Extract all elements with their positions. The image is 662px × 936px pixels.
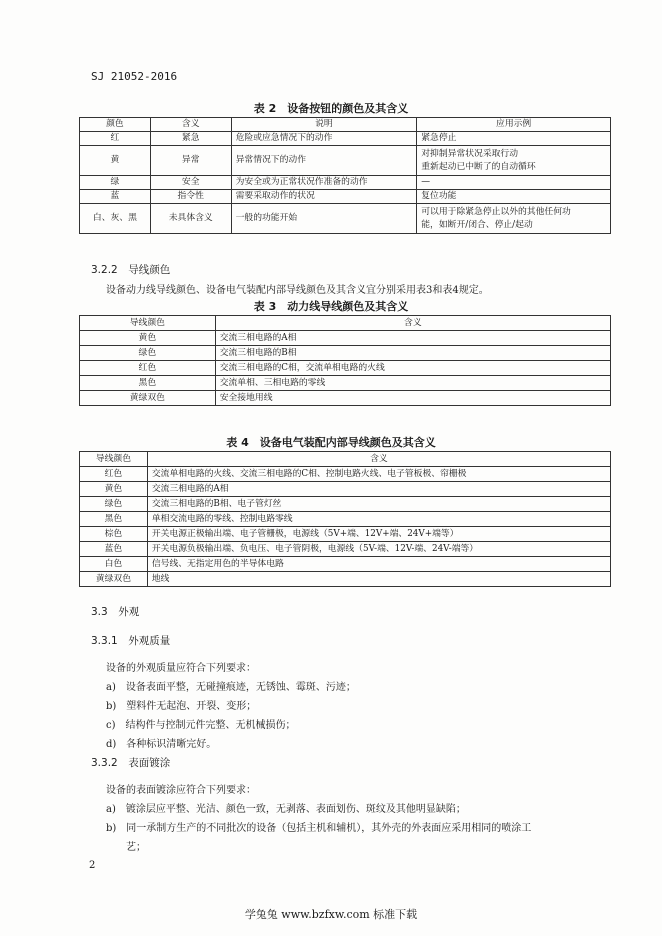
table4-cell: 交流单相电路的火线、交流三相电路的C相、控制电路火线、电子管板极、帘栅极 <box>147 467 610 482</box>
table2-cell: 蓝 <box>80 190 151 204</box>
table3-cell: 交流三相电路的A相 <box>215 331 610 346</box>
table2-header-color: 颜色 <box>80 118 151 132</box>
table4-cell: 开关电源负极输出端、负电压、电子管阴极，电源线（5V-端、12V-端、24V-端等） <box>147 542 610 557</box>
table3-cell: 绿色 <box>80 346 216 361</box>
section-3-2-2-para: 设备动力线导线颜色、设备电气装配内部导线颜色及其含义宜分别采用表3和表4规定。 <box>106 285 489 296</box>
list-item: b) 同一承制方生产的不同批次的设备（包括主机和辅机），其外壳的外表面应采用相同的喷涂工 <box>106 823 532 834</box>
table2-header-meaning: 含义 <box>150 118 231 132</box>
table2-cell: 白、灰、黑 <box>80 204 151 234</box>
table2-cell: 复位功能 <box>417 190 611 204</box>
list-item: a) 镀涂层应平整、光洁、颜色一致，无剥落、表面划伤、斑纹及其他明显缺陷； <box>106 804 466 815</box>
table3-header-meaning: 含义 <box>215 316 610 331</box>
table4-cell: 红色 <box>80 467 148 482</box>
table2-cell: — <box>417 176 611 190</box>
table2-cell: 紧急 <box>150 132 231 146</box>
list-item: 艺； <box>106 842 146 853</box>
table2-cell: 为安全或为正常状况作准备的动作 <box>231 176 417 190</box>
table4-cell: 黑色 <box>80 512 148 527</box>
table2-caption: 表 2 设备按钮的颜色及其含义 <box>253 102 409 115</box>
footer-watermark: 学兔兔 www.bzfxw.com 标准下载 <box>244 908 418 921</box>
section-3-3-1-intro: 设备的外观质量应符合下列要求： <box>106 663 256 674</box>
list-item: d) 各种标识清晰完好。 <box>106 739 217 750</box>
page-number: 2 <box>89 860 96 871</box>
table3-header-color: 导线颜色 <box>80 316 216 331</box>
table2-header-example: 应用示例 <box>417 118 611 132</box>
table2-cell <box>417 146 611 176</box>
example-line: 对抑制异常状况采取行动 <box>421 148 519 159</box>
table4-cell: 黄色 <box>80 482 148 497</box>
table4-cell: 开关电源正极输出端、电子管栅极，电源线（5V+端、12V+端、24V+端等） <box>147 527 610 542</box>
section-3-3-2-title: 3.3.2 表面镀涂 <box>91 757 171 769</box>
table4-cell: 地线 <box>147 572 610 587</box>
document-code: SJ 21052-2016 <box>91 70 178 83</box>
table2-cell: 异常 <box>150 146 231 176</box>
table2-cell: 异常情况下的动作 <box>231 146 417 176</box>
table2-cell: 未具体含义 <box>150 204 231 234</box>
section-3-3-title: 3.3 外观 <box>91 606 140 618</box>
table2-cell: 一般的功能开始 <box>231 204 417 234</box>
table2-cell: 安全 <box>150 176 231 190</box>
table4-cell: 信号线、无指定用色的半导体电路 <box>147 557 610 572</box>
table3-cell: 安全接地用线 <box>215 391 610 406</box>
table4-cell: 交流三相电路的B相、电子管灯丝 <box>147 497 610 512</box>
table4-cell: 白色 <box>80 557 148 572</box>
section-3-3-1-title: 3.3.1 外观质量 <box>91 635 171 647</box>
table4-cell: 蓝色 <box>80 542 148 557</box>
table4-header-color: 导线颜色 <box>80 452 148 467</box>
table3 <box>79 315 611 406</box>
list-item: b) 塑料件无起泡、开裂、变形； <box>106 701 257 712</box>
example-line: 能，如断开/闭合、停止/起动 <box>421 219 533 230</box>
table2-cell <box>417 204 611 234</box>
table4 <box>79 451 611 587</box>
table4-cell: 绿色 <box>80 497 148 512</box>
table2-cell: 绿 <box>80 176 151 190</box>
table2-cell: 危险或应急情况下的动作 <box>231 132 417 146</box>
section-3-3-2-intro: 设备的表面镀涂应符合下列要求： <box>106 785 256 796</box>
table3-cell: 交流三相电路的C相，交流单相电路的火线 <box>215 361 610 376</box>
table2-cell: 紧急停止 <box>417 132 611 146</box>
table2-cell: 指令性 <box>150 190 231 204</box>
table4-header-meaning: 含义 <box>147 452 610 467</box>
table3-caption: 表 3 动力线导线颜色及其含义 <box>253 300 409 313</box>
table4-caption: 表 4 设备电气装配内部导线颜色及其含义 <box>226 436 436 449</box>
example-line: 重新起动已中断了的自动循环 <box>421 161 536 172</box>
table3-cell: 黄色 <box>80 331 216 346</box>
table2-cell: 黄 <box>80 146 151 176</box>
example-line: 可以用于除紧急停止以外的其他任何功 <box>421 206 571 217</box>
table4-cell: 棕色 <box>80 527 148 542</box>
table3-cell: 交流单相、三相电路的零线 <box>215 376 610 391</box>
table3-cell: 黄绿双色 <box>80 391 216 406</box>
table2 <box>79 117 611 234</box>
table4-cell: 单相交流电路的零线、控制电路零线 <box>147 512 610 527</box>
table4-cell: 黄绿双色 <box>80 572 148 587</box>
section-3-2-2-title: 3.2.2 导线颜色 <box>91 264 171 276</box>
table3-cell: 红色 <box>80 361 216 376</box>
list-item: c) 结构件与控制元件完整、无机械损伤； <box>106 720 296 731</box>
table3-cell: 交流三相电路的B相 <box>215 346 610 361</box>
table2-header-desc: 说明 <box>231 118 417 132</box>
table3-cell: 黑色 <box>80 376 216 391</box>
table2-cell: 红 <box>80 132 151 146</box>
list-item: a) 设备表面平整，无碰撞痕迹，无锈蚀、霉斑、污迹； <box>106 682 356 693</box>
table4-cell: 交流三相电路的A相 <box>147 482 610 497</box>
table2-cell: 需要采取动作的状况 <box>231 190 417 204</box>
